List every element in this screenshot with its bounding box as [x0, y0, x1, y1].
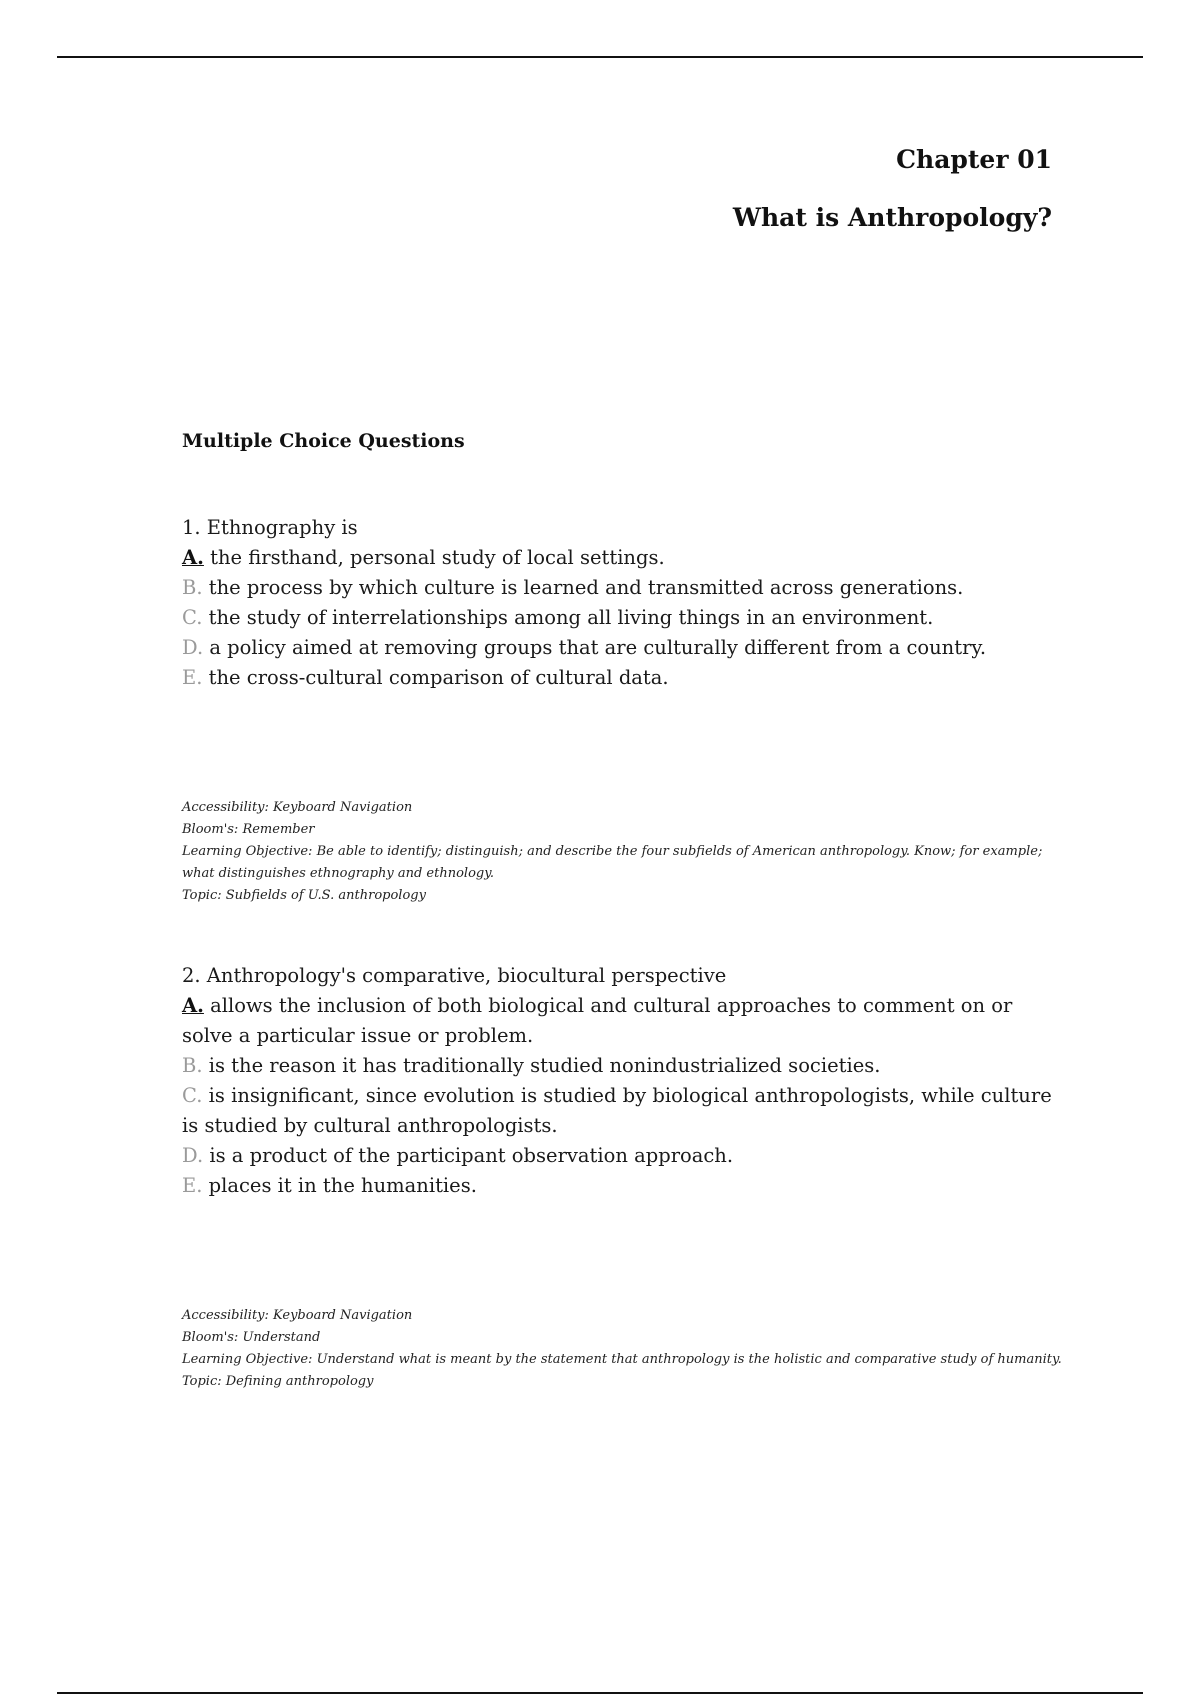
option-letter: A.: [182, 546, 204, 569]
option-letter: C.: [182, 606, 203, 629]
blooms-level: Bloom's: Understand: [182, 1330, 321, 1345]
question-2: [182, 961, 1052, 1201]
option-letter: B.: [182, 576, 203, 599]
learning-objective: Learning Objective: Be able to identify; distinguish; and describe the four subfields of American anthropology. Know; for example; what distinguishes ethnography and ethnology.: [182, 844, 1043, 881]
option-text: is insignificant, since evolution is studied by biological anthropologists, while culture is studied by cultural anthropologists.: [182, 1084, 1052, 1137]
option-letter: B.: [182, 1054, 203, 1077]
option-text: the cross-cultural comparison of cultural data.: [208, 666, 669, 689]
option-b: [182, 1051, 1052, 1081]
accessibility-note: Accessibility: Keyboard Navigation: [182, 1308, 413, 1323]
chapter-title: What is Anthropology?: [732, 203, 1052, 232]
topic: Topic: Subfields of U.S. anthropology: [182, 888, 426, 903]
option-text: a policy aimed at removing groups that are culturally different from a country.: [209, 636, 987, 659]
question-1: [182, 513, 1052, 693]
bottom-rule: [57, 1692, 1143, 1694]
accessibility-note: Accessibility: Keyboard Navigation: [182, 800, 413, 815]
option-letter: E.: [182, 1174, 203, 1197]
question-1-metadata: [182, 797, 1062, 907]
option-c: [182, 603, 1052, 633]
option-text: the process by which culture is learned and transmitted across generations.: [208, 576, 964, 599]
option-text: places it in the humanities.: [208, 1174, 477, 1197]
section-heading: Multiple Choice Questions: [182, 430, 465, 452]
option-letter: D.: [182, 636, 204, 659]
option-a: [182, 543, 1052, 573]
option-text: is a product of the participant observation approach.: [209, 1144, 734, 1167]
blooms-level: Bloom's: Remember: [182, 822, 315, 837]
option-letter: A.: [182, 994, 204, 1017]
option-text: the study of interrelationships among all living things in an environment.: [208, 606, 934, 629]
option-e: [182, 663, 1052, 693]
learning-objective: Learning Objective: Understand what is meant by the statement that anthropology is the holistic and comparative study of humanity.: [182, 1352, 1062, 1367]
top-rule: [57, 56, 1143, 58]
option-e: [182, 1171, 1052, 1201]
option-letter: E.: [182, 666, 203, 689]
topic: Topic: Defining anthropology: [182, 1374, 374, 1389]
option-d: [182, 1141, 1052, 1171]
question-2-metadata: [182, 1305, 1062, 1393]
option-text: is the reason it has traditionally studied nonindustrialized societies.: [208, 1054, 881, 1077]
option-b: [182, 573, 1052, 603]
question-stem: 2. Anthropology's comparative, biocultural perspective: [182, 964, 727, 987]
option-letter: D.: [182, 1144, 204, 1167]
option-c: [182, 1081, 1052, 1141]
option-letter: C.: [182, 1084, 203, 1107]
question-stem: 1. Ethnography is: [182, 516, 358, 539]
option-text: allows the inclusion of both biological and cultural approaches to comment on or solve a particular issue or problem.: [182, 994, 1013, 1047]
option-a: [182, 991, 1052, 1051]
option-text: the firsthand, personal study of local settings.: [210, 546, 665, 569]
chapter-number: Chapter 01: [896, 145, 1052, 174]
option-d: [182, 633, 1052, 663]
